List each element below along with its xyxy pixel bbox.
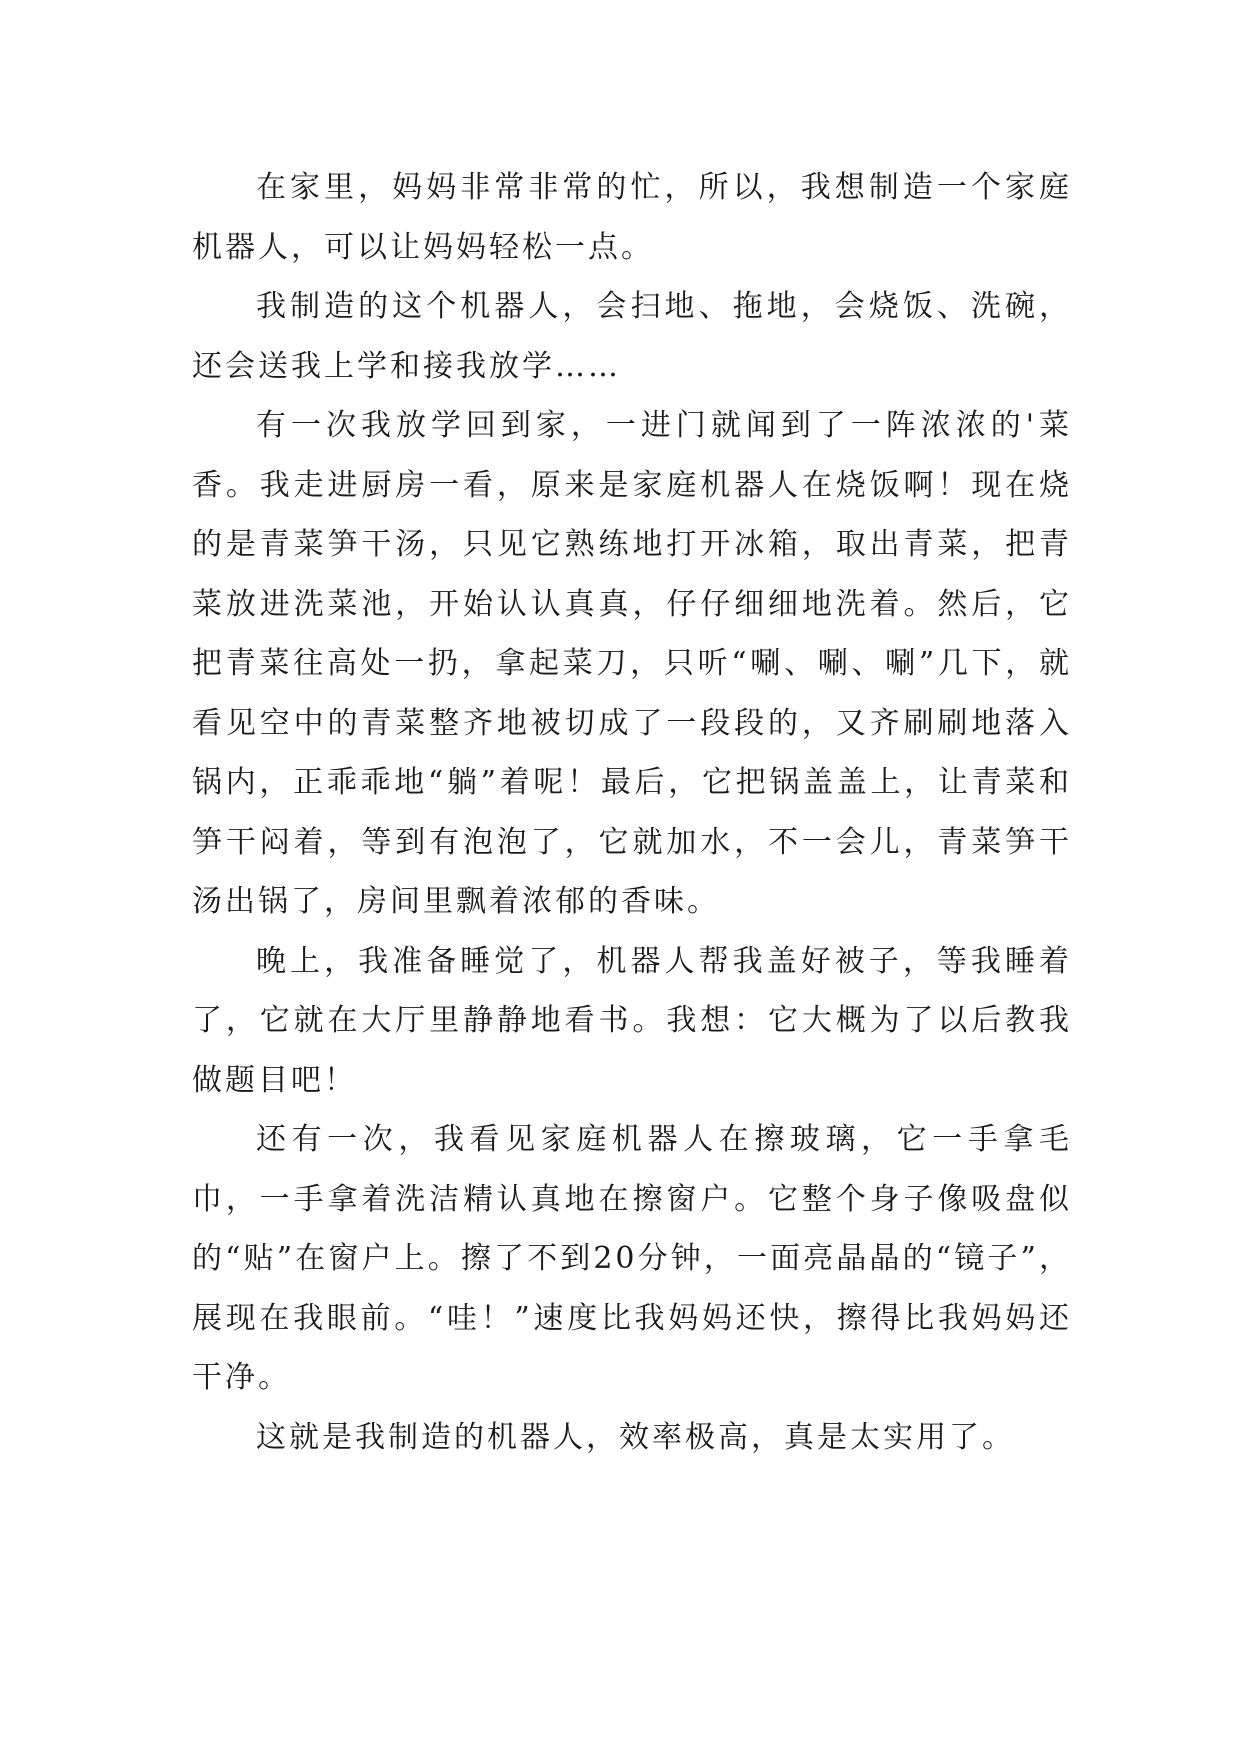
document-page: [192, 158, 1072, 1467]
paragraph-5: 还有一次，我看见家庭机器人在擦玻璃，它一手拿毛巾，一手拿着洗洁精认真地在擦窗户。它整个身子像吸盘似的“贴”在窗户上。擦了不到20分钟，一面亮晶晶的“镜子”，展现在我眼前。“哇！”速度比我妈妈还快，擦得比我妈妈还干净。: [192, 1122, 1072, 1395]
paragraph-4: 晚上，我准备睡觉了，机器人帮我盖好被子，等我睡着了，它就在大厅里静静地看书。我想：它大概为了以后教我做题目吧！: [192, 943, 1072, 1098]
paragraph-6: 这就是我制造的机器人，效率极高，真是太实用了。: [256, 1419, 1015, 1455]
paragraph-3: 有一次我放学回到家，一进门就闻到了一阵浓浓的'菜香。我走进厨房一看，原来是家庭机器人在烧饭啊！现在烧的是青菜笋干汤，只见它熟练地打开冰箱，取出青菜，把青菜放进洗菜池，开始认认真真，仔仔细细地洗着。然后，它把青菜往高处一扔，拿起菜刀，只听“唰、唰、唰”几下，就看见空中的青菜整齐地被切成了一段段的，又齐刷刷地落入锅内，正乖乖地“躺”着呢！最后，它把锅盖盖上，让青菜和笋干闷着，等到有泡泡了，它就加水，不一会儿，青菜笋干汤出锅了，房间里飘着浓郁的香味。: [192, 408, 1072, 919]
paragraph-2: 我制造的这个机器人，会扫地、拖地，会烧饭、洗碗，还会送我上学和接我放学……: [192, 289, 1072, 384]
paragraph-1: 在家里，妈妈非常非常的忙，所以，我想制造一个家庭机器人，可以让妈妈轻松一点。: [192, 170, 1072, 265]
